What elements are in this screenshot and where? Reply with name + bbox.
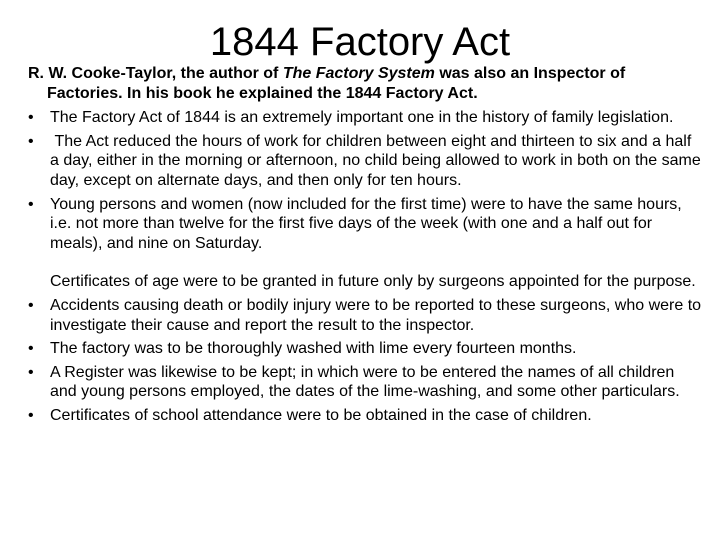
bullet-item (28, 195, 704, 292)
bullet-icon: • (28, 363, 34, 381)
lead-text-before: R. W. Cooke-Taylor, the author of (28, 65, 283, 82)
bullet-icon: • (28, 296, 34, 314)
bullet-text: The Factory Act of 1844 is an extremely important one in the history of family legislation. (50, 109, 674, 127)
bullet-text: The factory was to be thoroughly washed with lime every fourteen months. (50, 340, 577, 358)
bullet-item (28, 132, 704, 191)
bullet-item (28, 296, 704, 335)
bullet-text: Young persons and women (now included for the first time) were to have the same hours, i.e. not more than twelve for the first five days of the week (with one and a half out for meals), and nine on Saturday. (50, 195, 682, 252)
bullet-text: A Register was likewise to be kept; in which were to be entered the names of all children and young persons employed, the dates of the lime-washing, and some other particulars. (50, 363, 680, 401)
bullet-continuation-text: Certificates of age were to be granted in future only by surgeons appointed for the purpose. (50, 273, 696, 291)
slide-title: 1844 Factory Act (209, 20, 511, 64)
bullet-icon: • (28, 195, 34, 213)
lead-paragraph (28, 64, 704, 103)
bullet-item (28, 406, 704, 426)
bullet-list (28, 108, 704, 425)
bullet-text: Accidents causing death or bodily injury were to be reported to these surgeons, who were to investigate their cause and report the result to the inspector. (50, 296, 702, 334)
bullet-item (28, 363, 704, 402)
bullet-text: The Act reduced the hours of work for children between eight and thirteen to six and a half a day, either in the morning or afternoon, no child being allowed to work in both on the same day, except on alternate days, and then only for ten hours. (50, 132, 706, 189)
bullet-text: Certificates of school attendance were to be obtained in the case of children. (50, 406, 592, 424)
bullet-icon: • (28, 109, 34, 127)
bullet-item (28, 339, 704, 359)
lead-text-after: was also an Inspector of Factories. In his book he explained the 1844 Factory Act. (47, 65, 626, 102)
bullet-icon: • (28, 132, 34, 150)
bullet-icon: • (28, 406, 34, 424)
book-title: The Factory System (282, 65, 435, 82)
slide-body (28, 64, 704, 430)
bullet-icon: • (28, 340, 34, 358)
bullet-item (28, 108, 704, 128)
